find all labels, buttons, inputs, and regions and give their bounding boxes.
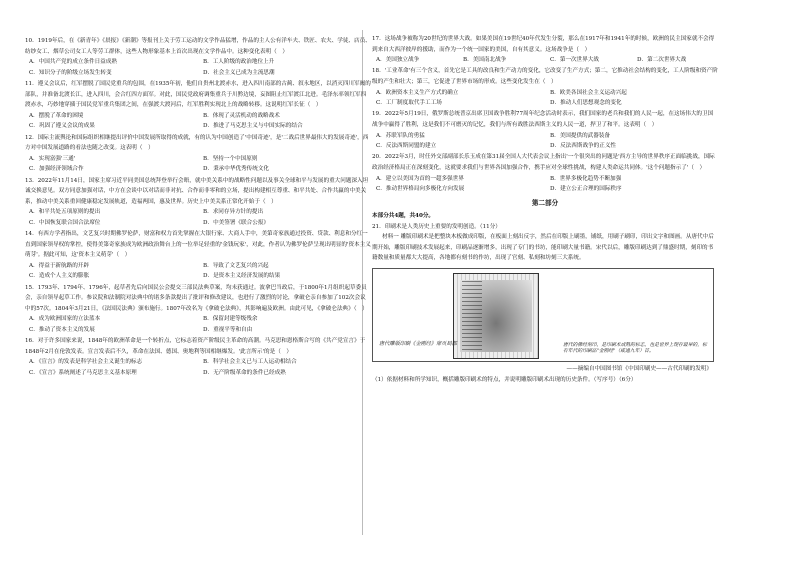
option-d: D．社会主义已成为主流思潮 bbox=[203, 69, 275, 76]
question-stem: 20．2022年3月，时任外交部副部长乐玉成在第31届全国人大代表会议上指出'一个很突出的问题是'西方主导的世界秩序正面临挑战，国际政治经济格局正在深刻变化，这就要求我们与世界各国加强合作，携手应对全球性挑战，构建人类命运共同体。'这个问题指示了'（ ） bbox=[372, 154, 715, 171]
right-column bbox=[372, 34, 718, 386]
option-c: C．巩固了遵义会议的成果 bbox=[29, 123, 95, 130]
option-c: C．反法西斯同盟的建立 bbox=[376, 143, 437, 150]
option-c: C．加强经济领域合作 bbox=[29, 166, 84, 173]
question-16 bbox=[25, 336, 371, 378]
option-a: A．建立以美国为首的一超多强世界 bbox=[376, 175, 464, 182]
question-20 bbox=[372, 152, 718, 194]
question-19 bbox=[372, 109, 718, 151]
option-d: D．无产阶级革命的条件已经成熟 bbox=[203, 369, 286, 376]
option-d: D．秉承中华优秀传统文化 bbox=[203, 166, 270, 173]
option-b: B．世界多极化趋势不断加强 bbox=[550, 175, 622, 182]
question-18 bbox=[372, 66, 718, 108]
option-a: A．《宣言》的发表是科学社会主义诞生的标志 bbox=[29, 359, 143, 366]
option-a: A．苏联军队的勇猛 bbox=[376, 132, 425, 139]
option-a: A．实现富强'三通' bbox=[29, 155, 76, 162]
option-a: A．欧洲资本主义生产方式的确立 bbox=[376, 89, 459, 96]
sub-question-1: （1）依据材料和所学知识，概括雕版印刷术的特点，并说明雕版印刷术出现的历史条件。（写序号）（6分） bbox=[372, 377, 637, 384]
question-stem: 11．遵义会议后，红军摆脱了国民党重兵的包围，在1935年初，他们自贵州北渡赤水，进入四川南部的古蔺、叙永地区，以消灭四川军阀的部队，并准备北渡长江，进入四川，会合红四方面军。对此，国民党政府调集重兵于川黔边境，妄图阻止红军渡江北进。毛泽东率领红军四渡赤水，巧妙地穿插于国民党军重兵集团之间，在强渡大渡河后，红军胜利实现北上的战略转移。这说明红军长征（ ） bbox=[25, 80, 371, 109]
question-stem: 15．1793年、1794年、1796年，起草者先后向国民公会提交三部民法典草案，均未获通过。波拿巴当政后，于1800年1月组织起草委员会，亲自领导起草工作。参议院和法制院对法典中的诸多条款提出了批评和修改建议，也进行了激烈的讨论，拿破仑亲自参加了102次会议中的57次。1804年3月21日，《法国民法典》颁布施行。1807年改名为《拿破仑法典》，其影响遍及欧洲。由此可见，《拿破仑法典》（ ） bbox=[25, 284, 368, 312]
question-10 bbox=[25, 36, 371, 78]
question-13 bbox=[25, 176, 371, 229]
question-stem: 17．这场战争被称为20世纪的世界大战。如果美国在19世纪40年代发生分裂，那么在1917年和1941年的时候，欧洲的民主国家就不会得到来自大西洋彼岸的援助，而作为一个统一国家的美国，自有其意义。这场战争是（ ） bbox=[372, 36, 715, 53]
question-stem: 18．'工业革命'有三个含义，首先它是工具的改良和生产动力的变化，它改变了生产方式；第二，它推动社会结构的变化，工人阶级和资产阶级的产生和壮大；第三，它促进了世界市场的形成。这些变化发生在（ ） bbox=[372, 68, 718, 85]
option-c: C．第一次世界大战 bbox=[550, 57, 600, 64]
question-stem: 13．2022年11月14日，国家主席习近平同美国总统拜登举行会晤，就中美关系中的战略性问题以及事关全球和平与发展的重大问题深入坦诚交换意见。双方同意加强对话，中方在会谈中以对话而非对抗、合作而非零和的立场，提出构建相互尊重、和平共处、合作共赢的中美关系，推动中美关系重回健康稳定发展轨道，造福两国，惠及世界。历史上中美关系正常化开始于（ ） bbox=[25, 177, 369, 205]
option-d: D．推动人们思想观念的变化 bbox=[550, 100, 622, 107]
question-stem: 19．2022年5月19日，俄罗斯总统普京出席卫国战争胜利77周年纪念活动时表示，我们国家的老兵和我们的人民一起，在这场伟大的卫国战争中赢得了胜利，这是我们不可磨灭的记忆，我们与所有战胜法西斯主义的人民一道，捍卫了和平。这表明（ ） bbox=[372, 111, 714, 128]
option-c: C．中国恢复联合国合法席位 bbox=[29, 219, 101, 226]
option-b: B．保留封建等级残余 bbox=[203, 316, 258, 323]
option-d: D．推进了马克思主义与中国实际的结合 bbox=[203, 123, 303, 130]
option-d: D．反法西斯战争的正义性 bbox=[550, 143, 617, 150]
material-label: 材料一 bbox=[382, 234, 399, 241]
question-stem: 16．对于许多国家来说，1848年的欧洲革命是一个转折点，它标志着资产阶级民主革命的高潮。马克思和恩格斯合写的《共产党宣言》于1848年2月在伦敦发表。宣言发表后不久，革命在法国、德国、奥地利等国相继爆发。'此言所示'的是（ ） bbox=[25, 338, 366, 355]
option-d: D．第二次世界大战 bbox=[637, 57, 687, 64]
diamond-sutra-image bbox=[453, 273, 539, 359]
option-d: D．建立公正合理的国际秩序 bbox=[550, 186, 622, 193]
left-column bbox=[25, 36, 371, 379]
question-14 bbox=[25, 229, 371, 282]
question-21-stem: 21．印刷术是人类历史上重要的发明创造。（11分） bbox=[372, 223, 501, 230]
source-note: ——摘编自中国图书馆《中国印刷史——古代印刷的发明》 bbox=[566, 365, 712, 372]
section-intro: 本部分共4题，共40分。 bbox=[372, 213, 435, 220]
option-b: B．坚持一个中国原则 bbox=[203, 155, 258, 162]
option-a: A．和平共处五项原则的提出 bbox=[29, 209, 101, 216]
question-12 bbox=[25, 133, 371, 175]
option-b: B．美国南北战争 bbox=[463, 57, 507, 64]
option-d: D．是资本主义经济发展的结果 bbox=[203, 273, 281, 280]
figure-caption: 唐代的佛经刻印，是印刷术成熟的标志，也是世界上现存最早的，标有年代的印刷品"金刚经"（咸通九年）首。 bbox=[563, 342, 707, 354]
option-c: C．推动世界格局向多极化方向发展 bbox=[376, 186, 465, 193]
option-c: C．《宣言》系统阐述了马克思主义基本原理 bbox=[29, 369, 137, 376]
question-stem: 10．1919年后，在《新青年》《晨报》《新潮》等报刊上关于劳工运动的文学作品猛增，作品的主人公有洋车夫、铁匠、农夫、学徒、店员、纺纱女工、烟草公司女工人等劳工群体，这些人物形象基本上首次出现在文学作品中。这种变化表明（ ） bbox=[25, 38, 371, 55]
option-b: B．导致了文艺复兴的兴起 bbox=[203, 262, 269, 269]
question-17 bbox=[372, 34, 718, 66]
option-a: A．成为欧洲国家的立法蓝本 bbox=[29, 316, 101, 323]
material-text: 雕版印刷术是把整块木板做成印版，在板面上刻出反字，然后在印版上刷墨，铺纸，用刷子刷印，印出文字和图画。从唐代中后期开始，雕版印刷技术发展起来，印刷品逐渐增多，出现了专门的书坊，能印刷大量书籍。宋代以后，雕版印刷达到了鼎盛时期，刻印的书籍数量和质量都大大提高，各地都有刻书的作坊，出现了官刻、私刻和坊刻三大系统。 bbox=[372, 234, 714, 262]
section-title: 第二部分 bbox=[531, 198, 559, 207]
material-1 bbox=[372, 232, 718, 263]
option-c: C．知识分子的阶级立场发生转变 bbox=[29, 69, 112, 76]
question-11 bbox=[25, 79, 371, 132]
option-a: A．中国共产党的成立条件日益成熟 bbox=[29, 59, 117, 66]
figure-caption-left: 唐代雕版印刷《金刚经》扉页局部 bbox=[379, 340, 457, 347]
figure-box bbox=[372, 268, 714, 362]
option-b: B．体现了灵活机动的战略战术 bbox=[203, 112, 280, 119]
question-stem: 12．国际主流舆论和国际组织相继提出评价中国发展所取得的成就，有的认为中国创造了'中国奇迹'，是'二战后世界最伟大的发展奇迹'，西方对中国发展道路的看法也随之改变。这表明（ ） bbox=[25, 134, 369, 152]
option-d: D．中美签署《联合公报》 bbox=[203, 219, 270, 226]
option-c: C．工厂制度取代手工工场 bbox=[376, 100, 442, 107]
option-c: C．推动了资本主义的发展 bbox=[29, 327, 95, 333]
option-b: B．求同存异方针的提出 bbox=[203, 209, 264, 216]
option-a: A．摆脱了革命的困境 bbox=[29, 112, 84, 119]
option-a: A．美国独立战争 bbox=[376, 57, 420, 64]
option-d: D．重视平等和自由 bbox=[203, 327, 253, 333]
option-a: A．得益于新航路的开辟 bbox=[29, 262, 89, 269]
question-15 bbox=[25, 283, 371, 336]
option-b: B．工人阶级的政治地位上升 bbox=[203, 59, 275, 66]
option-c: C．造成个人主义的膨胀 bbox=[29, 273, 90, 280]
question-stem: 14．有西方学者指出，文艺复兴时期佛罗伦萨，财富和权力首先掌握在大银行家、大商人手中，美第奇家族通过投资、贷款、利息和分红一直到国家领导权的掌控，使得美第奇家族成为欧洲政治舞台上的一位举足轻重的'金钱玩家'，对此，作者认为佛罗伦萨呈现出明显的'资本主义萌芽'。据此可知，这'资本主义萌芽'（ ） bbox=[25, 231, 371, 259]
option-b: B．科学社会主义已与工人运动相结合 bbox=[203, 359, 297, 366]
option-b: B．欧美各国社会主义运动兴起 bbox=[550, 89, 627, 96]
option-b: B．美国提供的武器装备 bbox=[550, 132, 611, 139]
